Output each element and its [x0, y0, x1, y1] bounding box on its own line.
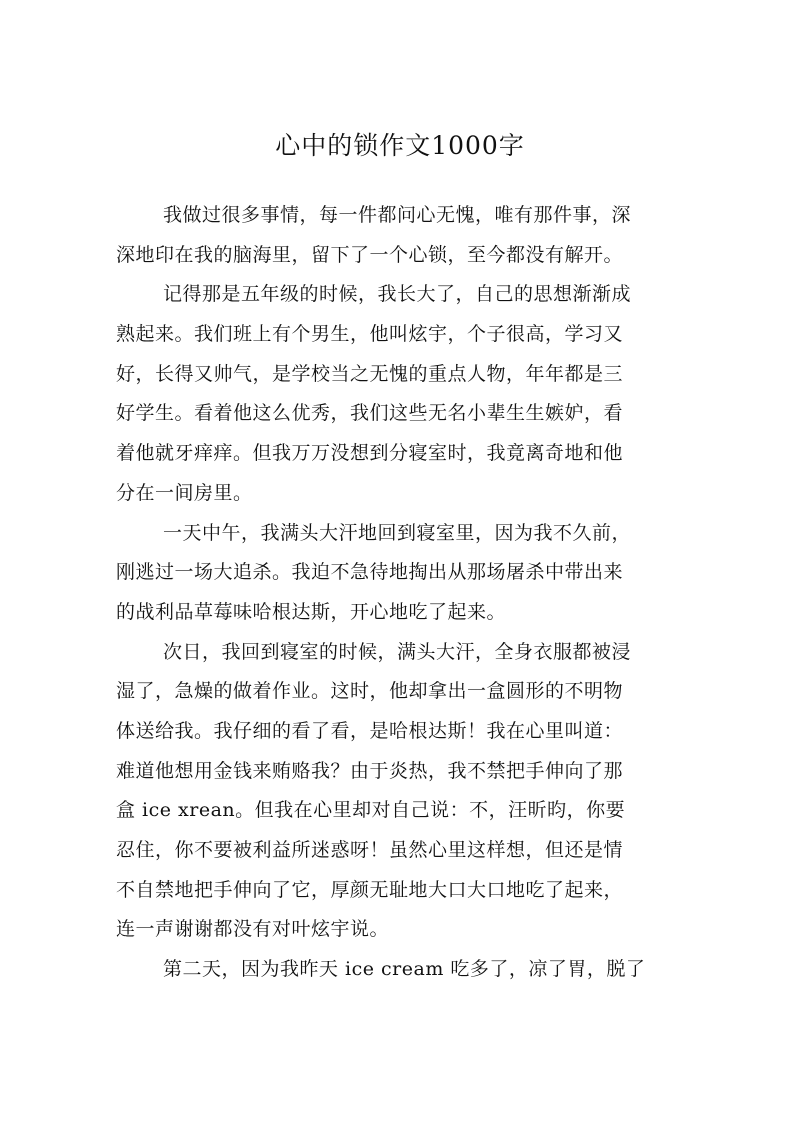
text-line: 熟起来。我们班上有个男生，他叫炫宇，个子很高，学习又: [116, 323, 624, 346]
document-title: 心中的锁作文1000字: [275, 131, 525, 160]
essay-body: [116, 196, 686, 990]
text-line: 盒 ice xrean。但我在心里却对自己说：不，汪昕昀，你要: [116, 799, 626, 822]
text-line: 体送给我。我仔细的看了看，是哈根达斯！我在心里叫道：: [116, 719, 624, 742]
text-line: 第二天，因为我昨天 ice cream 吃多了，凉了胃，脱了: [163, 958, 646, 981]
text-line: 分在一间房里。: [116, 481, 253, 504]
text-line: 好，长得又帅气，是学校当之无愧的重点人物，年年都是三: [116, 362, 624, 385]
text-line: 难道他想用金钱来贿赂我？由于炎热，我不禁把手伸向了那: [116, 759, 624, 782]
text-line: 不自禁地把手伸向了它，厚颜无耻地大口大口地吃了起来，: [116, 878, 624, 901]
text-line: 我做过很多事情，每一件都问心无愧，唯有那件事，深: [163, 204, 632, 226]
text-line: 湿了，急燥的做着作业。这时，他却拿出一盒圆形的不明物: [116, 680, 624, 703]
text-line: 着他就牙痒痒。但我万万没想到分寝室时，我竟离奇地和他: [116, 442, 624, 465]
text-line: 一天中午，我满头大汗地回到寝室里，因为我不久前，: [163, 521, 632, 544]
text-line: 连一声谢谢都没有对叶炫宇说。: [116, 918, 390, 941]
text-line: 深地印在我的脑海里，留下了一个心锁，至今都没有解开。: [116, 243, 624, 266]
text-line: 好学生。看着他这么优秀，我们这些无名小辈生生嫉妒，看: [116, 402, 624, 425]
text-line: 刚逃过一场大追杀。我迫不急待地掏出从那场屠杀中带出来: [116, 561, 624, 584]
text-line: 次日，我回到寝室的时候，满头大汗，全身衣服都被浸: [163, 640, 632, 663]
text-line: 的战利品草莓味哈根达斯，开心地吃了起来。: [116, 600, 507, 623]
text-line: 忍住，你不要被利益所迷惑呀！虽然心里这样想，但还是情: [116, 839, 624, 861]
text-line: 记得那是五年级的时候，我长大了，自己的思想渐渐成: [163, 283, 632, 306]
